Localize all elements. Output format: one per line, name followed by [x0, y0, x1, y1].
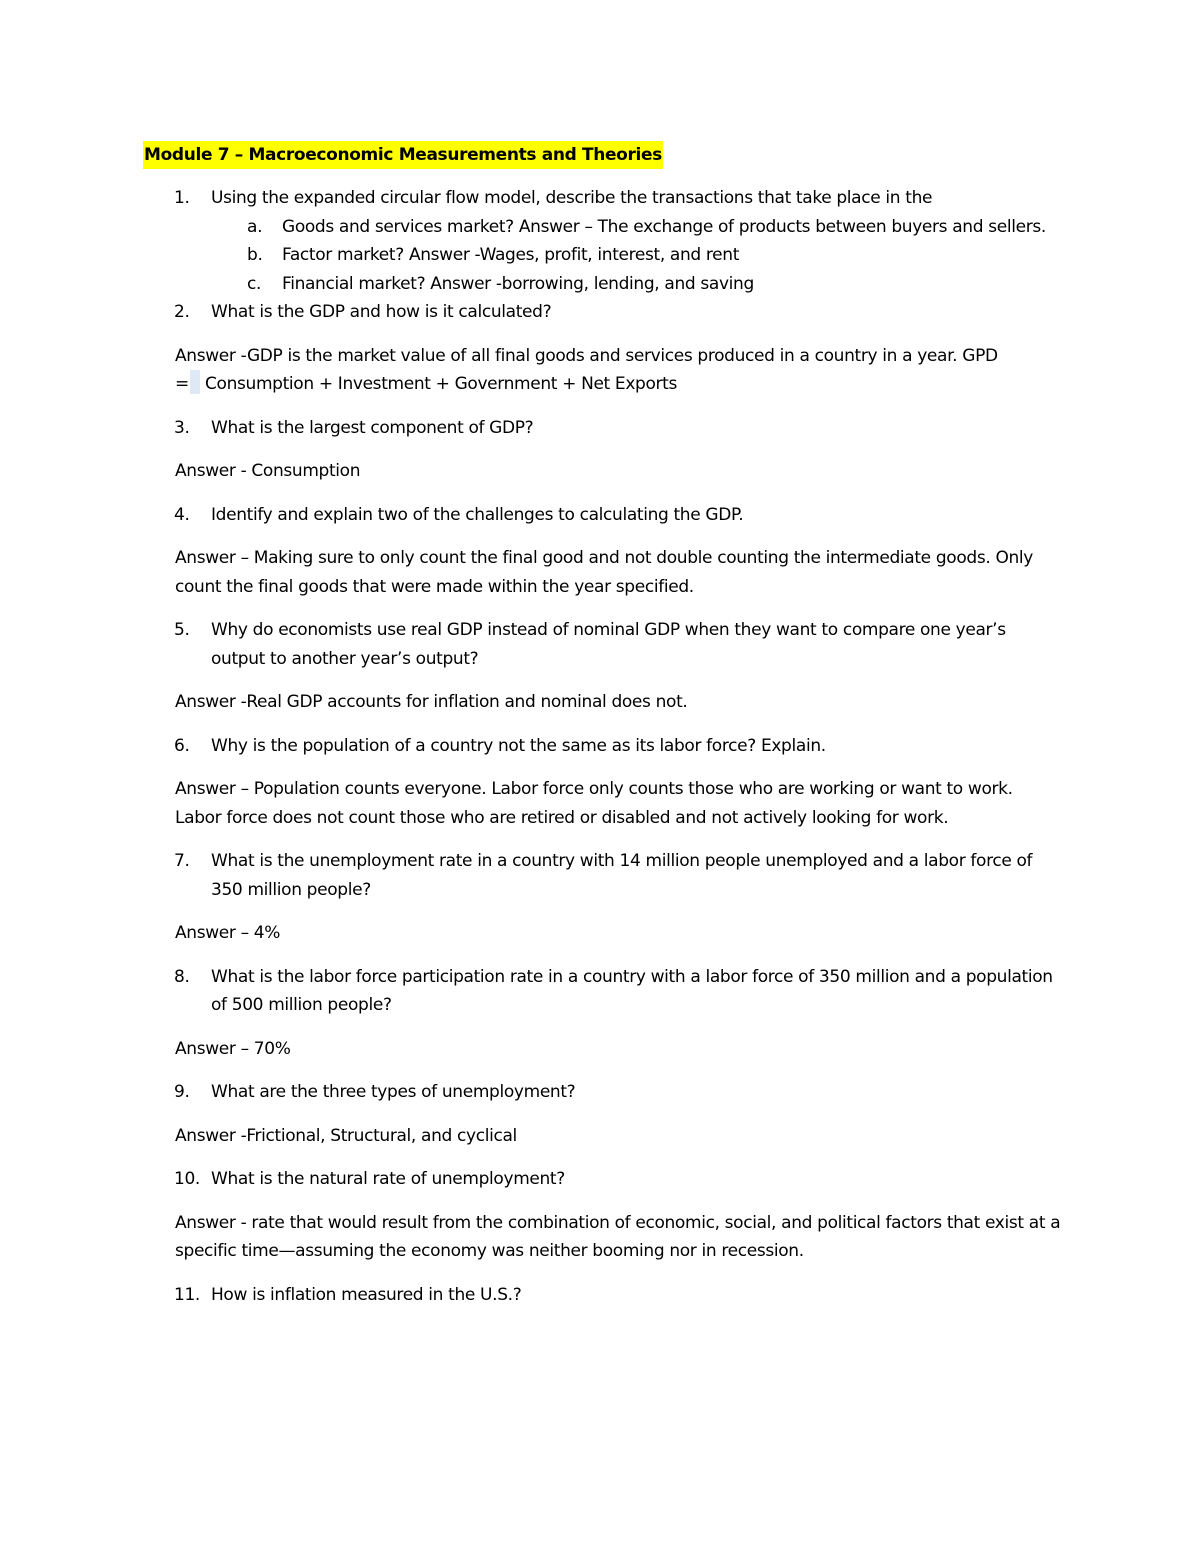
question-text: Using the expanded circular flow model, describe the transactions that take place in the — [211, 188, 933, 208]
answer-line: Answer -GDP is the market value of all final goods and services produced in a country in a year. GPD — [175, 345, 998, 366]
question-9 — [142, 1078, 1063, 1107]
question-number: 6. — [174, 735, 190, 756]
page-title: Module 7 – Macroeconomic Measurements and Theories — [143, 141, 663, 169]
question-1a — [143, 213, 1063, 242]
question-number: 9. — [174, 1082, 190, 1102]
question-1 — [142, 184, 1063, 213]
text-cursor-highlight — [190, 370, 200, 394]
sub-text: Factor market? Answer -Wages, profit, interest, and rent — [282, 245, 740, 265]
question-11 — [142, 1281, 1063, 1310]
sub-text: Goods and services market? Answer – The exchange of products between buyers and sellers. — [282, 216, 1046, 237]
question-text: What is the GDP and how is it calculated? — [211, 302, 552, 322]
answer-2 — [175, 342, 1063, 399]
question-4 — [142, 501, 1063, 530]
sub-number: b. — [247, 245, 263, 265]
document-body — [143, 141, 1063, 1309]
question-text: What is the largest component of GDP? — [211, 417, 534, 438]
answer-line: Consumption + Investment + Government + Net Exports — [205, 374, 677, 394]
question-text: Why do economists use real GDP instead of nominal GDP when they want to compare one year’s output to another year’s output? — [211, 620, 1006, 669]
sub-number: a. — [247, 216, 263, 237]
question-8 — [142, 963, 1063, 1020]
sub-number: c. — [247, 273, 262, 294]
question-number: 3. — [174, 417, 190, 438]
question-1c — [143, 270, 1063, 299]
answer-6: Answer – Population counts everyone. Labor force only counts those who are working or want to work. Labor force does not count those who are retired or disabled and not actively looking for work. — [175, 779, 1013, 828]
question-6 — [142, 732, 1063, 761]
answer-10: Answer - rate that would result from the combination of economic, social, and political factors that exist at a specific time—assuming the economy was neither booming nor in recession. — [175, 1212, 1061, 1261]
question-text: What are the three types of unemployment? — [211, 1082, 576, 1102]
question-5 — [142, 616, 1063, 673]
question-number: 10. — [174, 1169, 200, 1189]
sub-text: Financial market? Answer -borrowing, lending, and saving — [282, 273, 754, 294]
question-text: What is the unemployment rate in a country with 14 million people unemployed and a labor force of 350 million people? — [211, 851, 1033, 900]
question-number: 7. — [174, 851, 190, 871]
question-1b — [143, 241, 1063, 270]
answer-7: Answer – 4% — [175, 923, 281, 943]
answer-5: Answer -Real GDP accounts for inflation and nominal does not. — [175, 692, 688, 712]
question-text: What is the natural rate of unemployment? — [211, 1169, 565, 1189]
question-number: 11. — [174, 1284, 200, 1305]
answer-3: Answer - Consumption — [175, 461, 361, 481]
answer-equals: = — [175, 374, 189, 394]
question-number: 8. — [174, 966, 190, 987]
question-2 — [142, 298, 1063, 327]
question-text: Why is the population of a country not the same as its labor force? Explain. — [211, 735, 826, 756]
question-text: Identify and explain two of the challenges to calculating the GDP. — [211, 504, 744, 525]
question-number: 4. — [174, 504, 190, 525]
question-3 — [142, 414, 1063, 443]
question-number: 1. — [174, 188, 190, 208]
answer-9: Answer -Frictional, Structural, and cyclical — [175, 1125, 517, 1146]
answer-8: Answer – 70% — [175, 1038, 291, 1059]
question-7 — [142, 847, 1063, 904]
question-text: How is inflation measured in the U.S.? — [211, 1284, 522, 1305]
question-text: What is the labor force participation rate in a country with a labor force of 350 million and a population of 500 million people? — [211, 966, 1053, 1015]
answer-4: Answer – Making sure to only count the final good and not double counting the intermediate goods. Only count the final goods that were made within the year specified. — [175, 548, 1033, 597]
question-number: 5. — [174, 620, 190, 640]
question-10 — [142, 1165, 1063, 1194]
question-number: 2. — [174, 302, 190, 322]
